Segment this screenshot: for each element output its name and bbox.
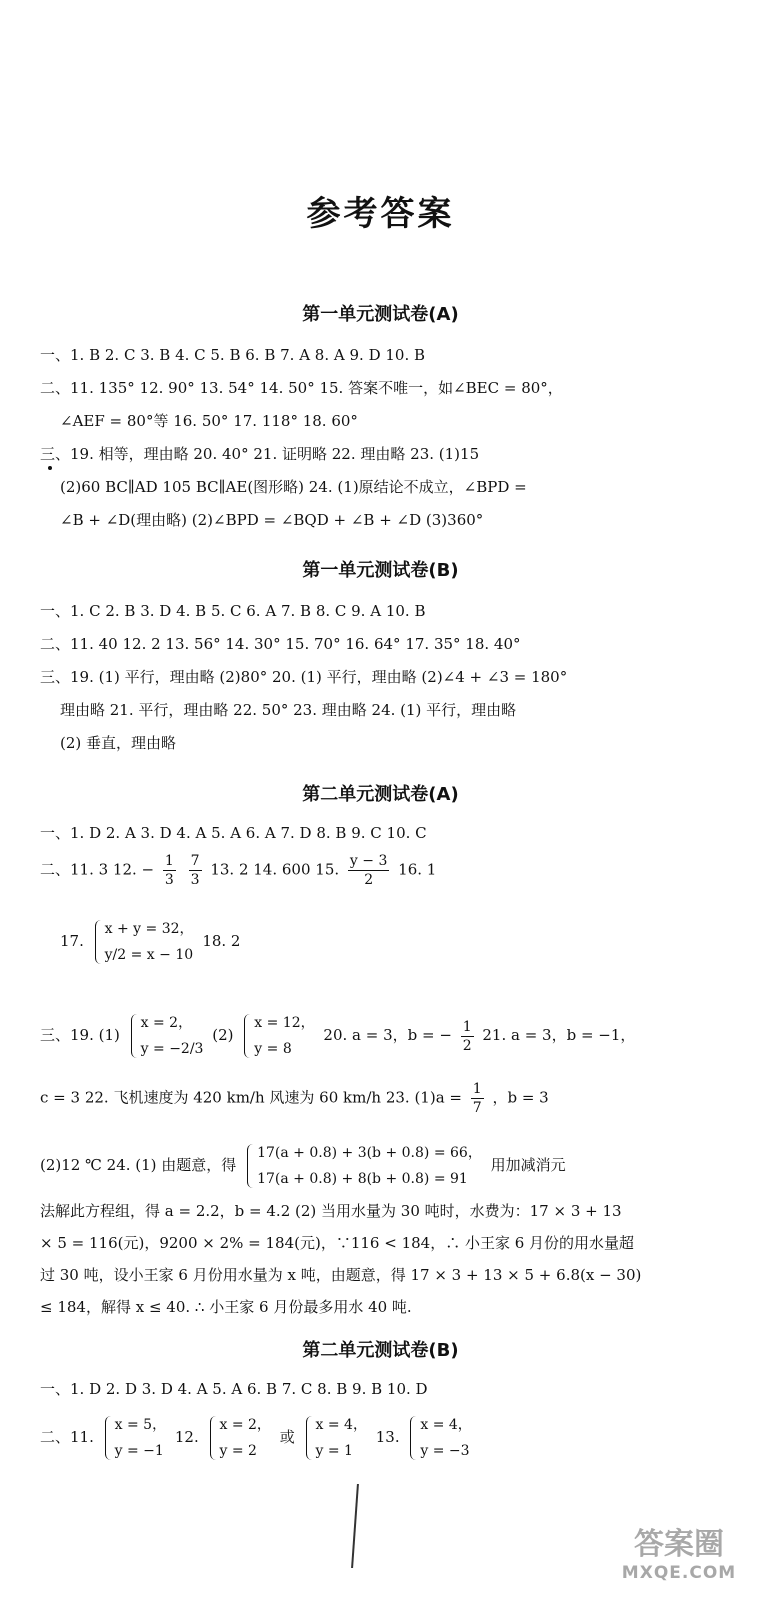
answer-line: ≤ 184，解得 x ≤ 40. ∴ 小王家 6 月份最多用水 40 吨. xyxy=(40,1298,412,1316)
equation-system xyxy=(93,916,194,968)
answer-text: 20. a = 3，b = − xyxy=(323,1026,452,1044)
answer-line: 一、1. C 2. B 3. D 4. B 5. C 6. A 7. B 8. C 9. A 10. B xyxy=(40,602,426,620)
section-heading: 第二单元测试卷(B) xyxy=(302,1340,459,1361)
handwritten-page-number-mark xyxy=(351,1484,367,1568)
answer-line: ∠AEF = 80°等 16. 50° 17. 118° 18. 60° xyxy=(60,412,358,430)
denominator: 2 xyxy=(462,1037,472,1054)
fraction xyxy=(461,1018,474,1055)
equation-system xyxy=(304,1412,367,1464)
answer-line: 过 30 吨，设小王家 6 月份用水量为 x 吨，由题意，得 17 × 3 + 13 × 5 + 6.8(x − 30) xyxy=(40,1266,642,1284)
watermark-text: 答案圈 xyxy=(634,1527,724,1562)
equation: y = −2/3 xyxy=(140,1041,204,1057)
answer-line xyxy=(40,1010,730,1062)
page-title: 参考答案 xyxy=(306,194,455,234)
equation-system xyxy=(129,1010,204,1062)
numerator: 7 xyxy=(190,853,200,869)
denominator: 3 xyxy=(164,872,174,888)
equation: y = −3 xyxy=(420,1443,470,1459)
answer-text: 21. a = 3，b = −1， xyxy=(482,1026,636,1044)
equation: y = −1 xyxy=(114,1443,164,1459)
answer-text: 13. 2 14. 600 15. xyxy=(210,860,340,879)
answer-line: (2) 垂直，理由略 xyxy=(60,734,177,752)
equation: y = 2 xyxy=(219,1443,257,1459)
answer-line xyxy=(40,1140,730,1192)
watermark-url: MXQE.COM xyxy=(621,1563,737,1583)
equation: 17(a + 0.8) + 8(b + 0.8) = 91 xyxy=(257,1171,468,1187)
answer-line: 三、19. (1) 平行，理由略 (2)80° 20. (1) 平行，理由略 (2)∠4 + ∠3 = 180° xyxy=(40,668,568,686)
fraction xyxy=(163,852,176,889)
equation: y = 1 xyxy=(315,1443,353,1459)
equation-system xyxy=(242,1010,314,1062)
denominator: 7 xyxy=(472,1100,482,1116)
answer-line xyxy=(40,1412,730,1464)
equation: x = 5， xyxy=(114,1417,167,1433)
answer-text: 17. xyxy=(60,932,84,950)
answer-line xyxy=(40,852,730,889)
equation: y = 8 xyxy=(254,1041,292,1057)
numerator: 1 xyxy=(472,1081,482,1097)
fraction xyxy=(348,852,389,889)
equation: x = 4， xyxy=(420,1417,472,1433)
answer-line: 一、1. B 2. C 3. B 4. C 5. B 6. B 7. A 8. A 9. D 10. B xyxy=(40,346,426,364)
equation-system xyxy=(208,1412,271,1464)
answer-text: 或 xyxy=(279,1428,295,1446)
equation: x = 2， xyxy=(140,1015,193,1031)
answer-line: 三、19. 相等，理由略 20. 40° 21. 证明略 22. 理由略 23. (1)15 xyxy=(40,445,480,463)
answer-text: 16. 1 xyxy=(398,860,437,879)
fraction xyxy=(189,852,202,889)
answer-line: 理由略 21. 平行，理由略 22. 50° 23. 理由略 24. (1) 平行，理由略 xyxy=(60,701,517,719)
equation: x = 2， xyxy=(219,1417,271,1433)
answer-text: 12. xyxy=(174,1428,199,1446)
answer-line: (2)60 BC∥AD 105 BC∥AE(图形略) 24. (1)原结论不成立，∠BPD = xyxy=(60,478,527,496)
section-heading: 第二单元测试卷(A) xyxy=(302,784,459,805)
watermark-logo xyxy=(604,1528,754,1590)
equation: x = 4， xyxy=(315,1417,367,1433)
denominator: 2 xyxy=(364,872,374,888)
answer-text: 三、19. (1) xyxy=(40,1026,120,1044)
numerator: 1 xyxy=(164,853,174,869)
equation: 17(a + 0.8) + 3(b + 0.8) = 66， xyxy=(257,1145,482,1161)
answer-text: 18. 2 xyxy=(202,932,241,950)
section-heading: 第一单元测试卷(A) xyxy=(302,304,459,325)
equation: x + y = 32， xyxy=(104,921,194,937)
answer-text: 二、11. 3 12. − xyxy=(40,860,155,879)
fraction xyxy=(471,1080,484,1117)
equation-system xyxy=(245,1140,482,1192)
answer-text: 13. xyxy=(375,1428,400,1446)
section-heading: 第一单元测试卷(B) xyxy=(302,560,459,581)
denominator: 3 xyxy=(190,872,200,888)
answer-line: 一、1. D 2. D 3. D 4. A 5. A 6. B 7. C 8. B 9. B 10. D xyxy=(40,1380,428,1398)
numerator: 1 xyxy=(462,1018,472,1035)
answer-text: (2)12 ℃ 24. (1) 由题意，得 xyxy=(40,1156,237,1174)
answer-text: 二、11. xyxy=(40,1428,94,1446)
answer-text: ，b = 3 xyxy=(492,1088,549,1107)
equation-system xyxy=(408,1412,471,1464)
equation: x = 12， xyxy=(254,1015,315,1031)
answer-line: 法解此方程组，得 a = 2.2，b = 4.2 (2) 当用水量为 30 吨时，水费为：17 × 3 + 13 xyxy=(40,1202,622,1220)
numerator: y − 3 xyxy=(349,853,388,869)
answer-line xyxy=(40,1080,730,1117)
answer-text: 用加减消元 xyxy=(490,1156,566,1174)
answer-line: ∠B + ∠D(理由略) (2)∠BPD = ∠BQD + ∠B + ∠D (3)360° xyxy=(60,511,484,529)
answer-line: 二、11. 135° 12. 90° 13. 54° 14. 50° 15. 答案不唯一，如∠BEC = 80°， xyxy=(40,379,563,397)
answer-text: c = 3 22. 飞机速度为 420 km/h 风速为 60 km/h 23. (1)a = xyxy=(40,1088,462,1107)
answer-line: × 5 = 116(元)，9200 × 2% = 184(元)，∵116 < 184，∴ 小王家 6 月份的用水量超 xyxy=(40,1234,635,1252)
stray-mark xyxy=(48,466,52,470)
answer-line xyxy=(60,916,750,968)
answer-line: 一、1. D 2. A 3. D 4. A 5. A 6. A 7. D 8. B 9. C 10. C xyxy=(40,824,427,842)
answer-text: (2) xyxy=(212,1026,234,1044)
equation: y/2 = x − 10 xyxy=(104,947,194,963)
equation-system xyxy=(103,1412,166,1464)
answer-line: 二、11. 40 12. 2 13. 56° 14. 30° 15. 70° 16. 64° 17. 35° 18. 40° xyxy=(40,635,521,653)
